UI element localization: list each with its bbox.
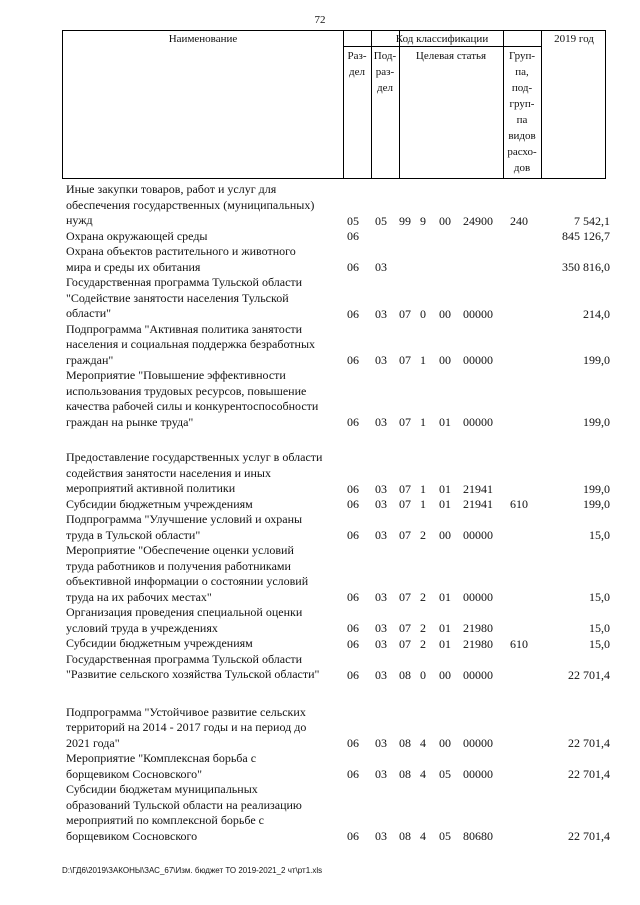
subprogram-code: 4 <box>420 736 426 750</box>
subprogram-code: 1 <box>420 481 426 496</box>
direction-code: 21941 <box>463 497 493 511</box>
subprogram-code: 2 <box>420 590 426 604</box>
row-name-line: труда в Тульской области" <box>66 527 201 542</box>
table-row <box>62 605 610 636</box>
row-codes <box>62 229 610 244</box>
row-name-line: территорий на 2014 - 2017 годы и на период до <box>66 720 307 734</box>
row-name-line: Подпрограмма "Активная политика занятости <box>66 321 303 336</box>
razdel-code: 06 <box>347 260 359 274</box>
measure-code: 00 <box>439 528 451 542</box>
table-row <box>62 450 610 497</box>
program-code: 08 <box>399 736 411 750</box>
row-codes <box>62 767 610 782</box>
table-row <box>62 368 610 430</box>
row-name-line: Охрана объектов растительного и животного <box>66 244 296 258</box>
amount: 214,0 <box>583 306 610 321</box>
measure-code: 05 <box>439 829 451 843</box>
program-code: 07 <box>399 497 411 511</box>
expense-type-code: 240 <box>510 213 528 228</box>
row-codes <box>62 829 610 844</box>
amount: 7 542,1 <box>574 213 610 228</box>
direction-code: 80680 <box>463 829 493 843</box>
table-header <box>62 30 606 179</box>
row-codes <box>62 307 610 322</box>
expense-type-code: 610 <box>510 497 528 511</box>
row-name-line: труда работников и получения работниками <box>66 558 291 573</box>
row-codes <box>62 214 610 229</box>
row-name-line: Субсидии бюджетным учреждениям <box>66 496 253 511</box>
razdel-code: 06 <box>347 229 359 243</box>
direction-code: 00000 <box>463 736 493 750</box>
row-name-line: граждан" <box>66 352 114 367</box>
measure-code: 00 <box>439 736 451 750</box>
subprogram-code: 2 <box>420 528 426 542</box>
program-code: 07 <box>399 481 411 496</box>
subprogram-code: 1 <box>420 497 426 511</box>
direction-code: 21941 <box>463 481 493 496</box>
row-codes <box>62 497 610 512</box>
measure-code: 01 <box>439 481 451 496</box>
subprogram-code: 0 <box>420 306 426 321</box>
program-code: 08 <box>399 767 411 781</box>
program-code: 07 <box>399 353 411 367</box>
row-codes <box>62 482 610 497</box>
subprogram-code: 4 <box>420 767 426 781</box>
subprogram-code: 1 <box>420 353 426 367</box>
program-code: 07 <box>399 528 411 542</box>
amount: 22 701,4 <box>568 736 610 750</box>
row-codes <box>62 590 610 605</box>
program-code: 07 <box>399 415 411 429</box>
page-number: 72 <box>314 14 326 26</box>
table-row <box>62 229 610 245</box>
table-row <box>62 636 610 652</box>
row-name-line: 2021 года" <box>66 735 120 750</box>
measure-code: 01 <box>439 415 451 429</box>
podrazdel-code: 03 <box>375 767 387 781</box>
measure-code: 00 <box>439 667 451 682</box>
measure-code: 00 <box>439 213 451 228</box>
amount: 15,0 <box>589 528 610 542</box>
direction-code: 21980 <box>463 636 493 651</box>
program-code: 08 <box>399 667 411 682</box>
row-name-line: граждан на рынке труда" <box>66 414 194 429</box>
row-name-line: Подпрограмма "Улучшение условий и охраны <box>66 512 303 526</box>
row-name-line: использования трудовых ресурсов, повышение <box>66 383 307 398</box>
measure-code: 01 <box>439 621 451 635</box>
row-name-line: Иные закупки товаров, работ и услуг для <box>66 182 277 196</box>
row-name-line: Государственная программа Тульской области <box>66 651 303 666</box>
direction-code: 00000 <box>463 415 493 429</box>
row-name-line: нужд <box>66 213 93 227</box>
podrazdel-code: 03 <box>375 667 387 682</box>
row-name-line: "Содействие занятости населения Тульской <box>66 290 289 305</box>
subprogram-code: 2 <box>420 636 426 651</box>
row-name-line: обеспечения государственных (муниципальных) <box>66 197 315 212</box>
measure-code: 01 <box>439 590 451 604</box>
measure-code: 00 <box>439 353 451 367</box>
podrazdel-code: 05 <box>375 213 387 228</box>
amount: 350 816,0 <box>562 260 610 274</box>
podrazdel-code: 03 <box>375 481 387 496</box>
program-code: 99 <box>399 213 411 228</box>
row-name-line: объективной информации о состоянии условий <box>66 574 309 588</box>
podrazdel-code: 03 <box>375 497 387 511</box>
program-code: 07 <box>399 306 411 321</box>
row-codes <box>62 637 610 652</box>
direction-code: 24900 <box>463 213 493 228</box>
measure-code: 01 <box>439 636 451 651</box>
row-codes <box>62 668 610 683</box>
razdel-code: 06 <box>347 497 359 511</box>
amount: 15,0 <box>589 621 610 635</box>
table-row <box>62 705 610 752</box>
table-row <box>62 182 610 229</box>
direction-code: 00000 <box>463 306 493 321</box>
razdel-code: 06 <box>347 667 359 682</box>
measure-code: 05 <box>439 767 451 781</box>
podrazdel-code: 03 <box>375 260 387 274</box>
measure-code: 01 <box>439 497 451 511</box>
row-name-line: Субсидии бюджетам муниципальных <box>66 782 258 796</box>
amount: 22 701,4 <box>568 829 610 843</box>
row-name-line: населения и социальная поддержка безработных <box>66 337 316 351</box>
subprogram-code: 2 <box>420 621 426 635</box>
podrazdel-code: 03 <box>375 306 387 321</box>
row-name-line: борщевиком Сосновского <box>66 828 198 843</box>
header-name: Наименование <box>168 33 238 45</box>
program-code: 07 <box>399 621 411 635</box>
table-row <box>62 497 610 513</box>
row-name-line: содействия занятости населения и иных <box>66 465 271 480</box>
table-row <box>62 512 610 543</box>
file-path: D:\ГД6\2019\ЗАКОНЫ\ЗАС_67\Изм. бюджет ТО 2019-2021_2 чт\рт1.xls <box>62 866 323 875</box>
podrazdel-code: 03 <box>375 528 387 542</box>
podrazdel-code: 03 <box>375 736 387 750</box>
row-name-line: Мероприятие "Комплексная борьба с <box>66 751 257 765</box>
direction-code: 00000 <box>463 528 493 542</box>
amount: 199,0 <box>583 415 610 429</box>
expense-type-code: 610 <box>510 636 528 651</box>
amount: 845 126,7 <box>562 229 610 243</box>
row-name-line: Организация проведения специальной оценки <box>66 605 303 619</box>
razdel-code: 06 <box>347 353 359 367</box>
direction-code: 00000 <box>463 590 493 604</box>
row-name-line: Субсидии бюджетным учреждениям <box>66 636 253 650</box>
direction-code: 00000 <box>463 767 493 781</box>
table-body <box>62 182 610 844</box>
table-row <box>62 652 610 683</box>
razdel-code: 06 <box>347 636 359 651</box>
razdel-code: 06 <box>347 829 359 843</box>
row-codes <box>62 415 610 430</box>
row-codes <box>62 528 610 543</box>
row-name-line: мероприятий активной политики <box>66 481 236 495</box>
row-name-line: мероприятий по комплексной борьбе с <box>66 813 264 827</box>
row-name-line: Мероприятие "Повышение эффективности <box>66 368 286 382</box>
amount: 15,0 <box>589 590 610 604</box>
row-name-line: "Развитие сельского хозяйства Тульской области" <box>66 667 320 681</box>
row-name-line: Государственная программа Тульской области <box>66 275 303 289</box>
row-codes <box>62 353 610 368</box>
razdel-code: 06 <box>347 736 359 750</box>
row-codes <box>62 621 610 636</box>
table-row <box>62 543 610 605</box>
subprogram-code: 0 <box>420 667 426 682</box>
row-codes <box>62 260 610 275</box>
razdel-code: 06 <box>347 767 359 781</box>
direction-code: 00000 <box>463 667 493 682</box>
amount: 22 701,4 <box>568 767 610 781</box>
direction-code: 00000 <box>463 353 493 367</box>
row-codes <box>62 736 610 751</box>
subprogram-code: 9 <box>420 213 426 228</box>
table-row <box>62 275 610 322</box>
row-name-line: качества рабочей силы и конкурентоспособности <box>66 399 319 413</box>
razdel-code: 06 <box>347 481 359 496</box>
amount: 199,0 <box>583 481 610 496</box>
header-podrazdel: Под- раз- дел <box>373 50 397 94</box>
razdel-code: 06 <box>347 621 359 635</box>
header-code-group: Код классификации <box>395 33 489 45</box>
header-year: 2019 год <box>554 33 594 45</box>
measure-code: 00 <box>439 306 451 321</box>
subprogram-code: 4 <box>420 829 426 843</box>
program-code: 07 <box>399 636 411 651</box>
row-name-line: условий труда в учреждениях <box>66 620 218 635</box>
razdel-code: 06 <box>347 590 359 604</box>
row-name-line: Предоставление государственных услуг в области <box>66 450 323 464</box>
amount: 15,0 <box>589 636 610 651</box>
razdel-code: 06 <box>347 528 359 542</box>
podrazdel-code: 03 <box>375 590 387 604</box>
table-row <box>62 782 610 844</box>
razdel-code: 06 <box>347 415 359 429</box>
row-name-line: области" <box>66 306 112 320</box>
program-code: 08 <box>399 829 411 843</box>
row-name-line: борщевиком Сосновского" <box>66 766 203 781</box>
row-name-line: Подпрограмма "Устойчивое развитие сельских <box>66 704 306 719</box>
razdel-code: 05 <box>347 213 359 228</box>
program-code: 07 <box>399 590 411 604</box>
amount: 199,0 <box>583 353 610 367</box>
subprogram-code: 1 <box>420 415 426 429</box>
row-name-line: Охрана окружающей среды <box>66 228 208 243</box>
row-name-line: труда на их рабочих местах" <box>66 589 212 604</box>
row-name-line: мира и среды их обитания <box>66 259 201 274</box>
table-row <box>62 322 610 369</box>
razdel-code: 06 <box>347 306 359 321</box>
table-row <box>62 751 610 782</box>
podrazdel-code: 03 <box>375 829 387 843</box>
table-row <box>62 244 610 275</box>
divider <box>541 31 542 178</box>
header-group: Груп- па, под- груп- па видов расхо- дов <box>507 50 537 174</box>
header-target: Целевая статья <box>415 50 487 62</box>
podrazdel-code: 03 <box>375 621 387 635</box>
podrazdel-code: 03 <box>375 415 387 429</box>
row-name-line: образований Тульской области на реализацию <box>66 797 302 812</box>
header-razdel: Раз- дел <box>347 50 367 78</box>
amount: 22 701,4 <box>568 667 610 682</box>
amount: 199,0 <box>583 497 610 511</box>
row-name-line: Мероприятие "Обеспечение оценки условий <box>66 543 294 557</box>
podrazdel-code: 03 <box>375 353 387 367</box>
podrazdel-code: 03 <box>375 636 387 651</box>
direction-code: 21980 <box>463 621 493 635</box>
